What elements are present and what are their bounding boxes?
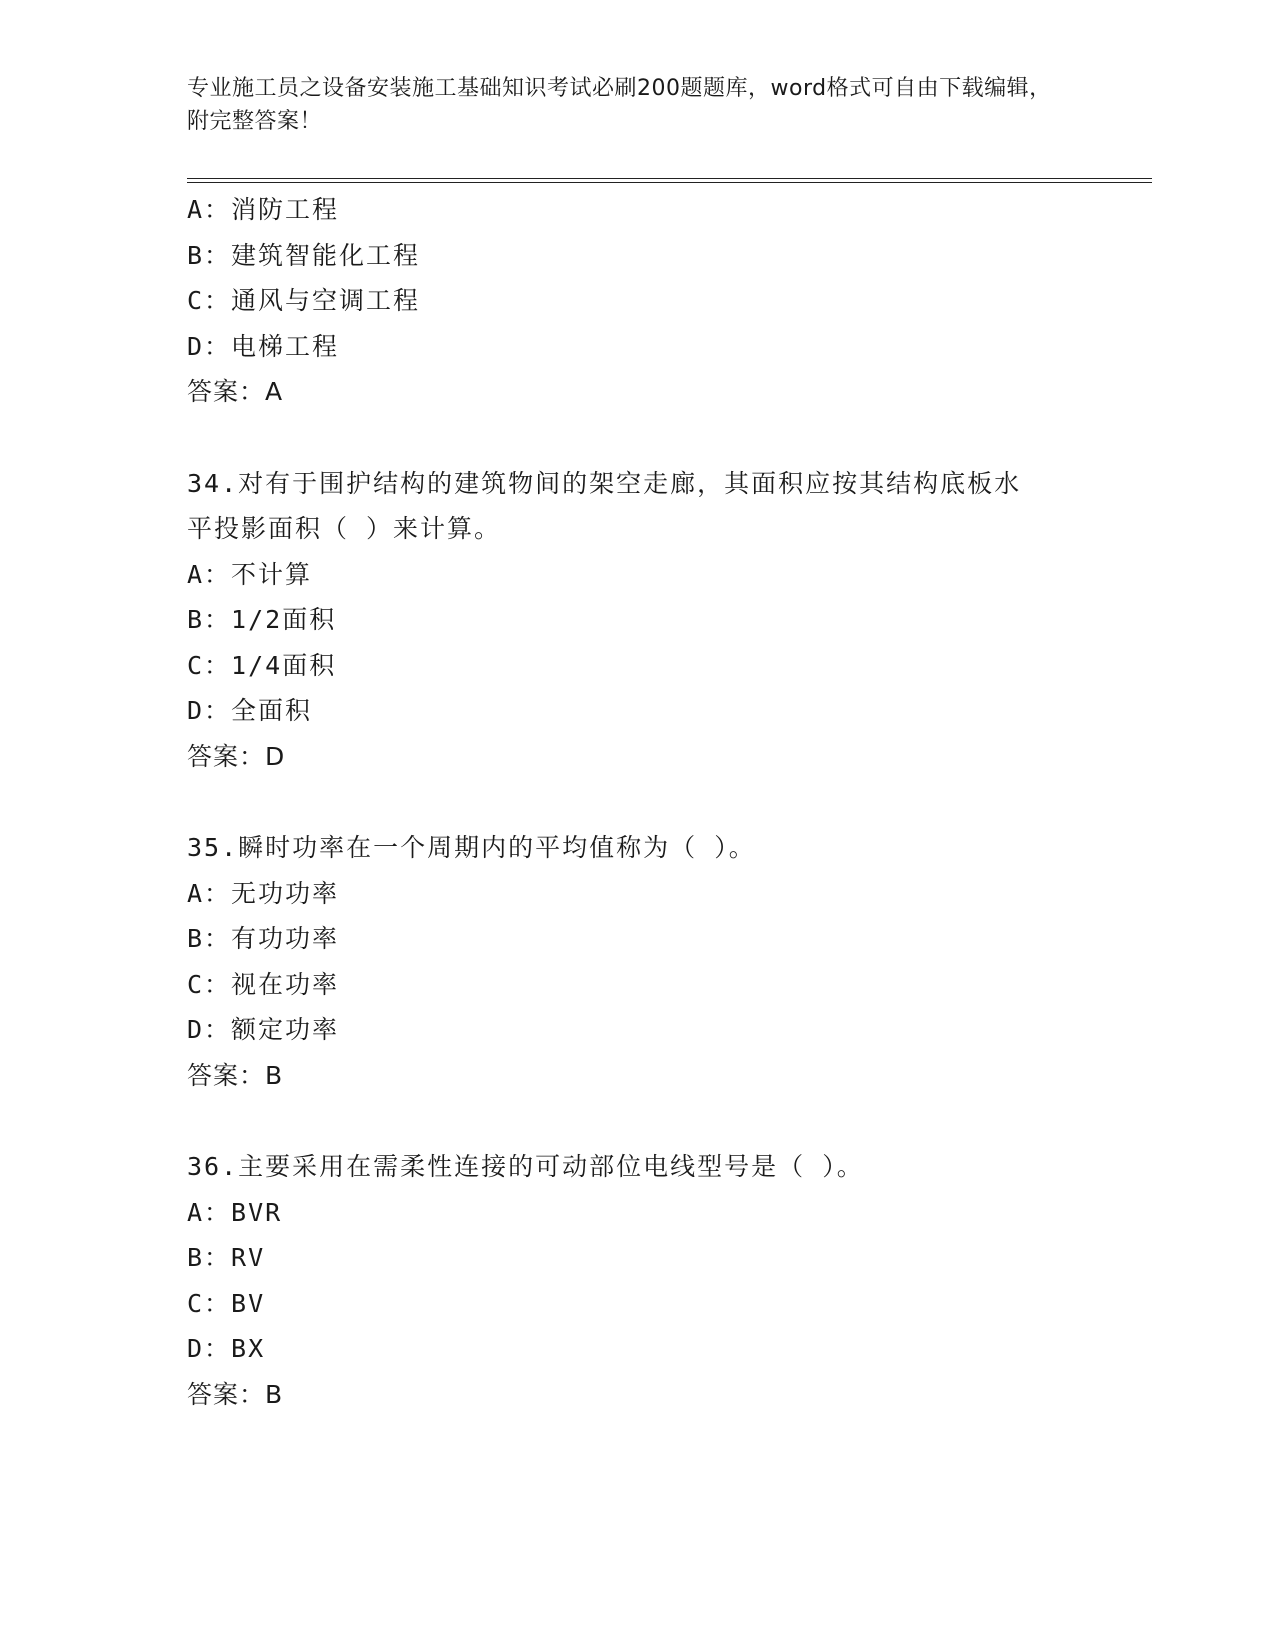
option-a: A：不计算 xyxy=(187,559,313,589)
document-title: 专业施工员之设备安装施工基础知识考试必刷200题题库，word格式可自由下载编辑，附完整答案！ xyxy=(187,76,1052,134)
question-block xyxy=(187,1144,1152,1417)
option-b: B：有功功率 xyxy=(187,924,340,953)
option-d: D：BX xyxy=(187,1334,266,1363)
option-c: C：BV xyxy=(187,1288,266,1318)
option-c: C：1/4面积 xyxy=(187,650,337,680)
question-block xyxy=(187,187,1152,415)
option-a: A：BVR xyxy=(187,1197,283,1227)
option-d: D：额定功率 xyxy=(187,1015,340,1044)
option-a: A：无功功率 xyxy=(187,878,340,908)
answer: 答案：D xyxy=(187,741,286,771)
question-list xyxy=(187,187,1152,1417)
option-a: A：消防工程 xyxy=(187,195,340,224)
option-c: C：视在功率 xyxy=(187,969,340,999)
answer: 答案：B xyxy=(187,1379,284,1409)
answer: 答案：A xyxy=(187,377,284,406)
answer: 答案：B xyxy=(187,1060,284,1090)
question-block xyxy=(187,461,1152,780)
option-b: B：1/2面积 xyxy=(187,605,337,634)
question-text: 36.主要采用在需柔性连接的可动部位电线型号是（ ）。 xyxy=(187,1152,864,1181)
header-rule-bottom xyxy=(187,182,1152,183)
question-text: 平投影面积（ ）来计算。 xyxy=(187,514,502,543)
question-text: 35.瞬时功率在一个周期内的平均值称为（ ）。 xyxy=(187,833,756,862)
option-c: C：通风与空调工程 xyxy=(187,286,421,315)
header-rule-top xyxy=(187,178,1152,179)
option-b: B：建筑智能化工程 xyxy=(187,240,421,270)
option-d: D：全面积 xyxy=(187,696,313,725)
option-d: D：电梯工程 xyxy=(187,331,340,361)
question-text: 34.对有于围护结构的建筑物间的架空走廊，其面积应按其结构底板水 xyxy=(187,468,1022,498)
question-block xyxy=(187,825,1152,1098)
option-b: B：RV xyxy=(187,1243,266,1272)
